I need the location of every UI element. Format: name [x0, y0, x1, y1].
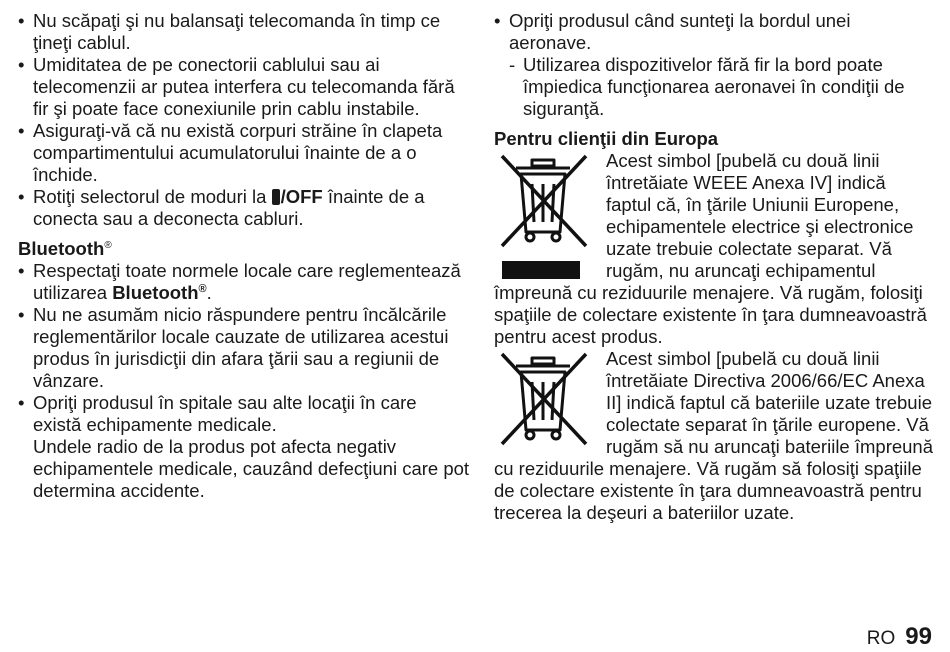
- bullet-item: • Nu ne asumăm nicio răspundere pentru încălcările reglementărilor locale cauzate de utilizarea acestui produs în jurisdicţii din afara ţării sau a regiunii de vânzare.: [18, 304, 470, 392]
- text-segment: Rotiţi selectorul de moduri la: [33, 186, 272, 207]
- crossed-out-wheelie-bin-icon: [494, 348, 594, 448]
- heading-text: Bluetooth: [18, 238, 105, 259]
- text-segment: • Opriţi produsul în spitale sau alte locaţii în care există echipamente medicale.: [33, 392, 417, 435]
- left-column: [18, 10, 470, 502]
- battery-text: Acest simbol [pubelă cu două linii întretăiate Directiva 2006/66/EC Anexa II] indică faptul că bateriile uzate trebuie colectate separat în ţările europene. Vă rugăm să nu aruncaţi bateriile împreună cu reziduurile menajere. Vă rugăm să folosiţi spaţiile de colectare existente în ţara dumneavoastră pentru trecerea la deşeuri a bateriilor uzate.: [494, 348, 934, 523]
- bullet-item: • Nu scăpaţi şi nu balansaţi telecomanda în timp ce ţineţi cablul.: [18, 10, 470, 54]
- text-segment: Respectaţi toate normele locale care reglementează utilizarea: [33, 260, 461, 303]
- page-footer: [866, 623, 932, 652]
- black-bar: [502, 261, 580, 279]
- bullet-item-mode-selector: [18, 186, 470, 230]
- page-number: 99: [905, 623, 932, 650]
- registered-mark: ®: [198, 282, 207, 295]
- right-column: [494, 10, 934, 524]
- battery-paragraph: [494, 348, 934, 524]
- mode-selector-icon: [272, 189, 280, 205]
- bullet-item: • Umiditatea de pe conectorii cablului sau ai telecomenzii ar putea interfera cu telecomanda fără fir şi poate face conexiunile prin cablu instabile.: [18, 54, 470, 120]
- text-segment: .: [206, 282, 212, 303]
- weee-paragraph: [494, 150, 934, 348]
- bullet-item: [18, 392, 470, 502]
- language-code: RO: [866, 628, 896, 649]
- crossed-out-wheelie-bin-icon: [494, 150, 594, 250]
- off-label: /OFF: [280, 186, 323, 207]
- bullet-item: [18, 260, 470, 304]
- usage-bullet-list: [18, 10, 470, 230]
- bullet-item: • Opriţi produsul când sunteţi la bordul unei aeronave.: [494, 10, 934, 54]
- weee-symbol: [494, 150, 606, 279]
- europe-heading: Pentru clienţii din Europa: [494, 128, 719, 149]
- text-segment: înainte de a conecta sau a deconecta cabluri.: [33, 186, 425, 229]
- text-segment: Undele radio de la produs pot afecta negativ echipamentele medicale, cauzând defecţiuni care pot determina accidente.: [33, 436, 470, 501]
- bluetooth-heading: [18, 238, 470, 260]
- dash-item: - Utilizarea dispozitivelor fără fir la bord poate împiedica funcţionarea aeronavei în condiţii de siguranţă.: [494, 54, 934, 120]
- bluetooth-bullet-list: [18, 260, 470, 502]
- registered-mark: ®: [104, 239, 112, 251]
- bullet-item: • Asiguraţi-vă că nu există corpuri străine în clapeta compartimentului acumulatorului înainte de a o închide.: [18, 120, 470, 186]
- aircraft-bullet-list: [494, 10, 934, 120]
- battery-symbol: [494, 348, 606, 448]
- weee-text: Acest simbol [pubelă cu două linii întretăiate WEEE Anexa IV] indică faptul că, în ţările Uniunii Europene, echipamentele electrice şi electronice uzate trebuie colectate separat. Vă rugăm, nu aruncaţi echipamentul împreună cu reziduurile menajere. Vă rugăm, folosiţi spaţiile de colectare existente în ţara dumneavoastră pentru acest produs.: [494, 150, 927, 347]
- bluetooth-word: Bluetooth: [112, 282, 199, 303]
